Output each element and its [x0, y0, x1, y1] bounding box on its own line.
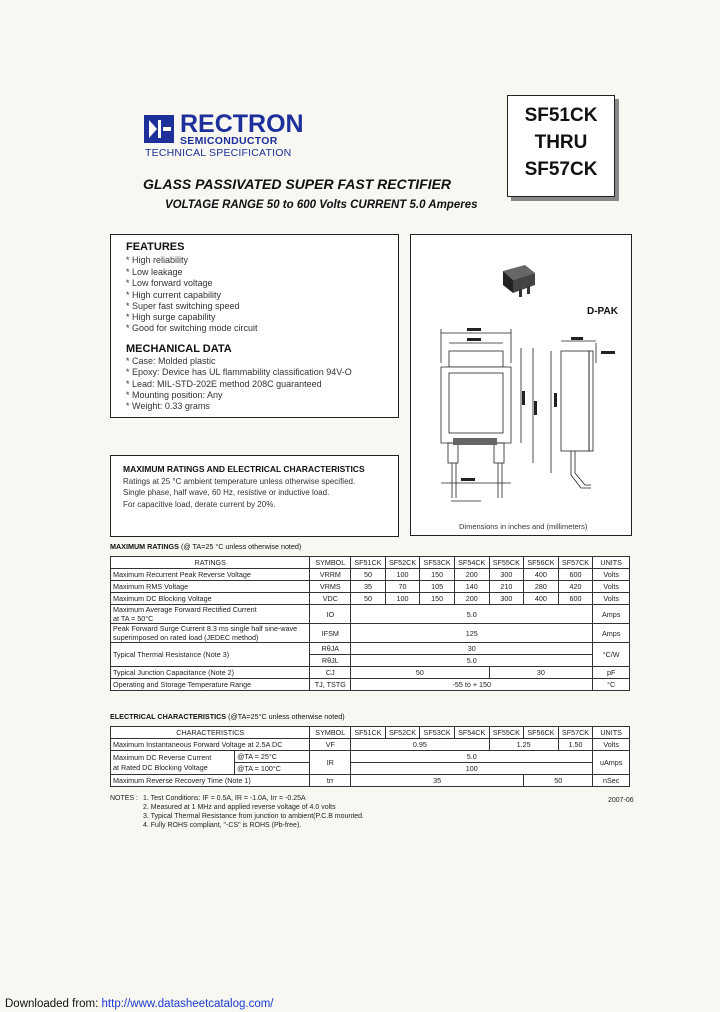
max-ratings-heading: MAXIMUM RATINGS AND ELECTRICAL CHARACTERISTICS: [123, 464, 365, 474]
row-unit: pF: [593, 667, 630, 679]
ratings-title-note: (@ TA=25 °C unless otherwise noted): [180, 542, 302, 551]
electrical-title-text: ELECTRICAL CHARACTERISTICS: [110, 712, 227, 721]
header-cell: UNITS: [593, 557, 630, 569]
note-item: 1. Test Conditions: IF = 0.5A, IR = -1.0A, Irr = -0.25A: [143, 795, 306, 802]
table-row: [111, 739, 630, 751]
header-cell: RATINGS: [111, 557, 310, 569]
mech-item: * Case: Molded plastic: [126, 356, 216, 366]
electrical-title: [110, 712, 345, 721]
cell: 100: [385, 593, 420, 605]
part-number-box: [507, 95, 615, 197]
ratings-title: [110, 542, 301, 551]
cell: 5.0: [351, 751, 593, 763]
header-cell: SF57CK: [558, 727, 593, 739]
cell: 30: [351, 643, 593, 655]
part-line-1: SF51CK: [524, 105, 598, 126]
page-title: GLASS PASSIVATED SUPER FAST RECTIFIER: [143, 176, 452, 192]
part-line-2: THRU: [534, 132, 588, 153]
ifsm-name-2: superimposed on rated load (JEDEC method): [113, 633, 259, 642]
package-dimensions-drawing: [421, 323, 621, 518]
mech-item: * Lead: MIL-STD-202E method 208C guaranteed: [126, 379, 322, 389]
table-row: [111, 581, 630, 593]
table-row: [111, 643, 630, 655]
row-unit: Volts: [593, 739, 630, 751]
feature-item: * Super fast switching speed: [126, 301, 240, 311]
footer: [5, 998, 274, 1010]
cell: 600: [558, 593, 593, 605]
table-row: [111, 569, 630, 581]
mech-item: * Epoxy: Device has UL flammability classification 94V-O: [126, 367, 352, 377]
row-unit: Volts: [593, 581, 630, 593]
cell: 280: [524, 581, 559, 593]
cell: 1.25: [489, 739, 558, 751]
electrical-title-note: (@TA=25°C unless otherwise noted): [228, 712, 345, 721]
cell: 600: [558, 569, 593, 581]
table-row: [111, 667, 630, 679]
feature-item: * Good for switching mode circuit: [126, 323, 258, 333]
note-item: 4. Fully ROHS compliant, "-CS" is ROHS (Pb-free).: [143, 822, 302, 829]
electrical-table: [110, 726, 630, 787]
header-cell: SF56CK: [524, 727, 559, 739]
features-box: [110, 234, 399, 418]
row-unit: Amps: [593, 624, 630, 643]
feature-item: * Low leakage: [126, 267, 183, 277]
cell: 50: [351, 593, 386, 605]
row-unit: °C/W: [593, 643, 630, 667]
max-ratings-box: [110, 455, 399, 537]
note-item: 2. Measured at 1 MHz and applied reverse voltage of 4.0 volts: [143, 804, 336, 811]
table-row: [111, 593, 630, 605]
page-subtitle: VOLTAGE RANGE 50 to 600 Volts CURRENT 5.0 Amperes: [165, 199, 478, 211]
cell: 70: [385, 581, 420, 593]
cell: 35: [351, 775, 524, 787]
cell: 140: [454, 581, 489, 593]
row-symbol: trr: [310, 775, 351, 787]
cell: 200: [454, 593, 489, 605]
cell: 400: [524, 593, 559, 605]
header-cell: SF51CK: [351, 727, 386, 739]
footer-text: Downloaded from:: [5, 998, 102, 1010]
features-heading: FEATURES: [126, 241, 185, 253]
cell: 125: [351, 624, 593, 643]
row-name: [111, 751, 235, 775]
max-box-line: Single phase, half wave, 60 Hz, resistive or inductive load.: [123, 488, 330, 497]
row-unit: nSec: [593, 775, 630, 787]
row-name: Maximum DC Blocking Voltage: [111, 593, 310, 605]
cell: 35: [351, 581, 386, 593]
cell: 150: [420, 593, 455, 605]
cell: 420: [558, 581, 593, 593]
feature-item: * High current capability: [126, 290, 222, 300]
feature-item: * High reliability: [126, 255, 189, 265]
row-unit: uAmps: [593, 751, 630, 775]
header-cell: SF54CK: [454, 557, 489, 569]
row-symbol: RθJL: [310, 655, 351, 667]
rectron-logo-icon: [144, 115, 174, 143]
cell: 200: [454, 569, 489, 581]
row-unit: °C: [593, 679, 630, 691]
row-symbol: VDC: [310, 593, 351, 605]
table-header-row: [111, 727, 630, 739]
row-name: Maximum Instantaneous Forward Voltage at 2.5A DC: [111, 739, 310, 751]
ir-condition: @TA = 100°C: [235, 763, 310, 775]
mech-item: * Mounting position: Any: [126, 390, 223, 400]
row-name: [111, 624, 310, 643]
cell: 300: [489, 593, 524, 605]
notes: [110, 794, 138, 803]
header-cell: SYMBOL: [310, 557, 351, 569]
cell: 400: [524, 569, 559, 581]
part-line-3: SF57CK: [524, 159, 598, 180]
cell: 100: [385, 569, 420, 581]
header-cell: SF55CK: [489, 557, 524, 569]
technical-spec-label: TECHNICAL SPECIFICATION: [145, 147, 292, 159]
footer-link[interactable]: http://www.datasheetcatalog.com/: [101, 998, 274, 1010]
dpak-package-icon: [499, 263, 539, 299]
header-cell: SF57CK: [558, 557, 593, 569]
max-box-line: Ratings at 25 °C ambient temperature unless otherwise specified.: [123, 477, 356, 486]
header-cell: UNITS: [593, 727, 630, 739]
header-cell: SF53CK: [420, 727, 455, 739]
ratings-title-text: MAXIMUM RATINGS: [110, 542, 179, 551]
header-cell: SF52CK: [385, 727, 420, 739]
row-symbol: VRMS: [310, 581, 351, 593]
cell: -55 to + 150: [351, 679, 593, 691]
cell: 0.95: [351, 739, 489, 751]
note-item: 3. Typical Thermal Resistance from junction to ambient(P.C.B mounted.: [143, 813, 364, 820]
cell: 300: [489, 569, 524, 581]
row-name: [111, 605, 310, 624]
brand-name: RECTRON: [180, 110, 304, 138]
header-cell: CHARACTERISTICS: [111, 727, 310, 739]
header-cell: SF52CK: [385, 557, 420, 569]
cell: 5.0: [351, 655, 593, 667]
cell: 210: [489, 581, 524, 593]
row-name: Maximum RMS Voltage: [111, 581, 310, 593]
brand-sub: SEMICONDUCTOR: [180, 135, 278, 147]
mech-item: * Weight: 0.33 grams: [126, 401, 210, 411]
table-header-row: [111, 557, 630, 569]
row-unit: Volts: [593, 593, 630, 605]
cell: 50: [351, 569, 386, 581]
row-symbol: IFSM: [310, 624, 351, 643]
header-cell: SF54CK: [454, 727, 489, 739]
table-row: [111, 751, 630, 763]
max-ratings-table: [110, 556, 630, 691]
row-name: Maximum Recurrent Peak Reverse Voltage: [111, 569, 310, 581]
row-unit: Volts: [593, 569, 630, 581]
cell: 100: [351, 763, 593, 775]
row-symbol: TJ, TSTG: [310, 679, 351, 691]
table-row: [111, 679, 630, 691]
feature-item: * Low forward voltage: [126, 278, 213, 288]
table-row: [111, 775, 630, 787]
if-cond: at TA = 50°C: [113, 614, 154, 623]
row-name: Typical Thermal Resistance (Note 3): [111, 643, 310, 667]
header-cell: SF51CK: [351, 557, 386, 569]
row-unit: Amps: [593, 605, 630, 624]
row-symbol: CJ: [310, 667, 351, 679]
if-name: Maximum Average Forward Rectified Current: [113, 605, 257, 614]
header-cell: SF55CK: [489, 727, 524, 739]
dimensions-note: Dimensions in inches and (millimeters): [459, 522, 588, 531]
notes-list: [143, 794, 364, 830]
table-row: [111, 624, 630, 643]
package-drawing-box: [410, 234, 632, 536]
cell: 50: [524, 775, 593, 787]
row-name: Typical Junction Capacitance (Note 2): [111, 667, 310, 679]
ifsm-name: Peak Forward Surge Current 8.3 ms single half sine-wave: [113, 624, 298, 633]
feature-item: * High surge capability: [126, 312, 216, 322]
max-box-line: For capacitive load, derate current by 20%.: [123, 500, 276, 509]
ir-name-2: at Rated DC Blocking Voltage: [113, 762, 208, 772]
cell: 5.0: [351, 605, 593, 624]
row-symbol: VF: [310, 739, 351, 751]
header-cell: SYMBOL: [310, 727, 351, 739]
package-name: D-PAK: [587, 306, 618, 317]
mechanical-heading: MECHANICAL DATA: [126, 343, 232, 355]
row-symbol: VRRM: [310, 569, 351, 581]
cell: 150: [420, 569, 455, 581]
header-cell: SF56CK: [524, 557, 559, 569]
cell: 105: [420, 581, 455, 593]
row-name: Operating and Storage Temperature Range: [111, 679, 310, 691]
row-symbol: IR: [310, 751, 351, 775]
row-name: Maximum Reverse Recovery Time (Note 1): [111, 775, 310, 787]
doc-date: 2007-06: [608, 797, 634, 804]
ir-name: Maximum DC Reverse Current: [113, 752, 212, 762]
cell: 1.50: [558, 739, 593, 751]
cell: 50: [351, 667, 489, 679]
header-cell: SF53CK: [420, 557, 455, 569]
table-row: [111, 605, 630, 624]
cell: 30: [489, 667, 593, 679]
row-symbol: IO: [310, 605, 351, 624]
row-symbol: RθJA: [310, 643, 351, 655]
notes-label: NOTES :: [110, 795, 139, 802]
ir-condition: @TA = 25°C: [235, 751, 310, 763]
